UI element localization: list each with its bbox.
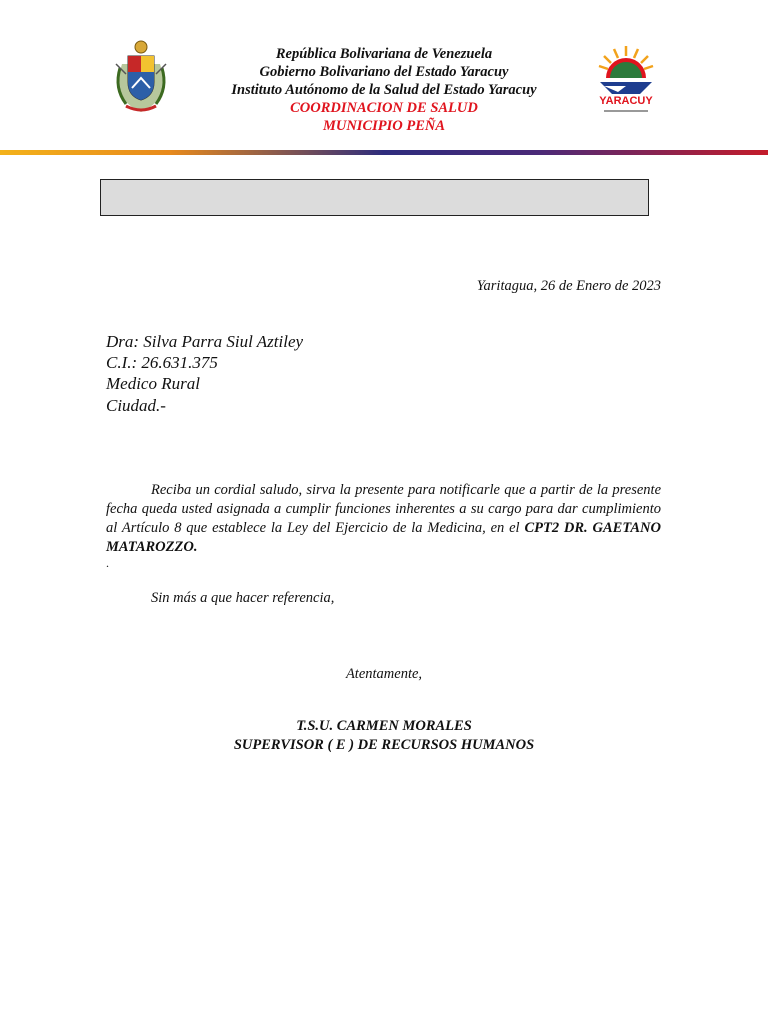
letter-body-text: Reciba un cordial saludo, sirva la presente para notificarle que a partir de la presente fecha queda usted asignada a cumplir funciones inherentes a su cargo para dar cumplimiento al Artículo 8 que establece la Ley del Ejercicio de la Medicina, en el <box>106 482 661 536</box>
header-line-5: MUNICIPIO PEÑA <box>322 118 446 134</box>
yaracuy-logo-tagline <box>604 110 648 112</box>
letter-body <box>106 481 661 557</box>
header-line-4: COORDINACION DE SALUD <box>290 100 478 116</box>
sign-off: Atentamente, <box>345 666 423 682</box>
letter-closing: Sin más a que hacer referencia, <box>151 590 335 606</box>
recipient-role: Medico Rural <box>106 374 200 393</box>
recipient-name: Dra: Silva Parra Siul Aztiley <box>106 332 304 351</box>
signer-name: T.S.U. CARMEN MORALES <box>296 718 472 734</box>
yaracuy-logo-icon <box>596 42 656 116</box>
gray-banner-box <box>100 179 649 216</box>
header-line-3: Instituto Autónomo de la Salud del Estado Yaracuy <box>231 82 537 98</box>
header-line-2: Gobierno Bolivariano del Estado Yaracuy <box>259 64 509 80</box>
letter-date: Yaritagua, 26 de Enero de 2023 <box>476 278 661 294</box>
signer-title: SUPERVISOR ( E ) DE RECURSOS HUMANOS <box>233 737 535 753</box>
recipient-id: C.I.: 26.631.375 <box>106 353 218 372</box>
recipient-city: Ciudad.- <box>106 396 166 415</box>
yaracuy-logo-text: YARACUY <box>599 95 653 107</box>
header-divider <box>0 150 768 155</box>
letter-body-location: CPT2 DR. GAETANO MATAROZZO. <box>106 520 662 555</box>
header-line-1: República Bolivariana de Venezuela <box>275 46 493 62</box>
stray-dot: . <box>106 556 109 570</box>
